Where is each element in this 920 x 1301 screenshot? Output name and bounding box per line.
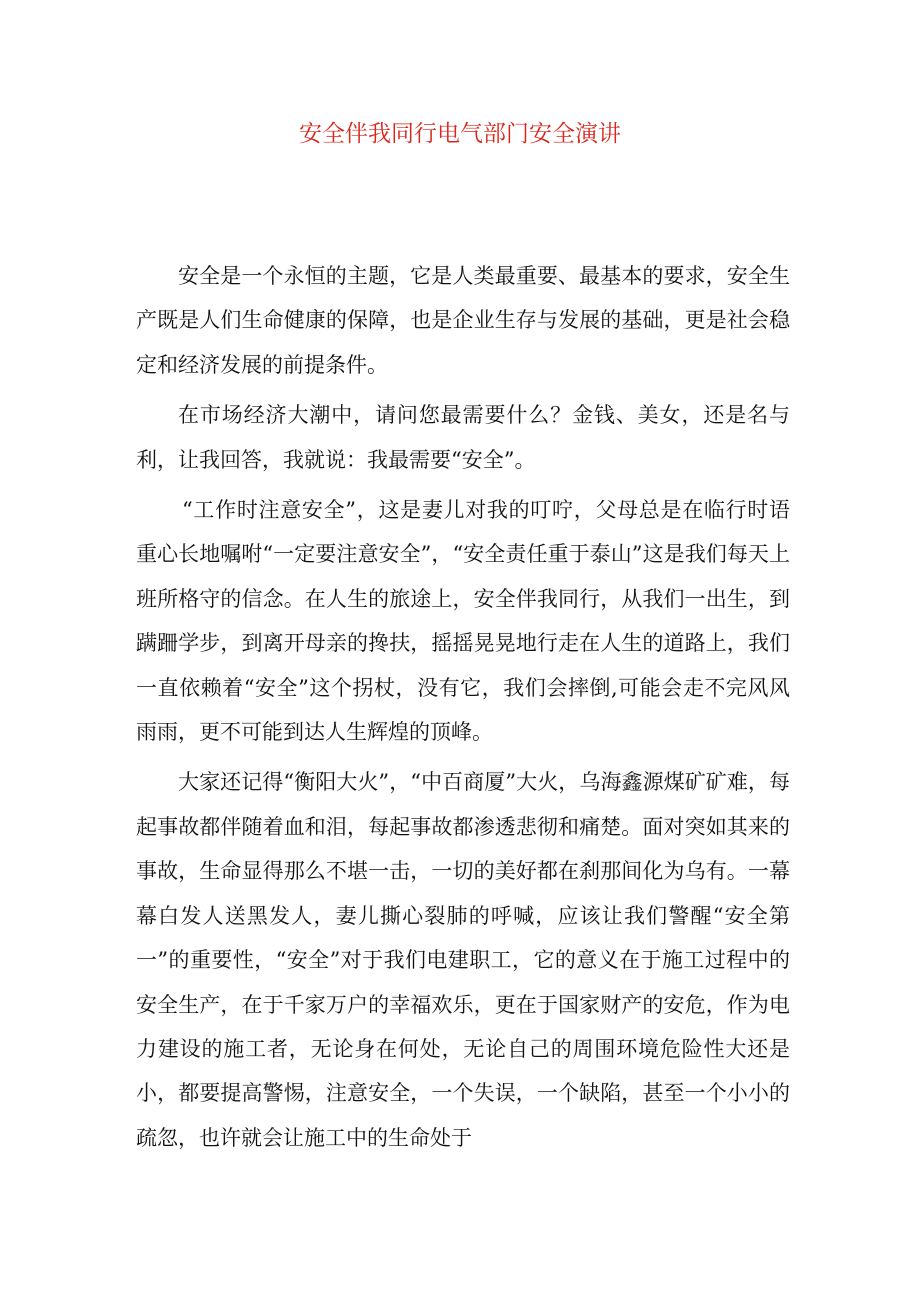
document-title: 安全伴我同行电气部门安全演讲 [299, 121, 621, 147]
paragraph-3: “工作时注意安全”，这是妻儿对我的叮咛，父母总是在临行时语重心长地嘱咐“一定要注意安全”，“安全责任重于泰山”这是我们每天上班所格守的信念。在人生的旅途上，安全伴我同行，从我们一出生，到蹒跚学步，到离开母亲的搀扶，摇摇晃晃地行走在人生的道路上，我们一直依赖着“安全”这个拐杖，没有它，我们会摔倒,可能会走不完风风雨雨，更不可能到达人生辉煌的顶峰。 [136, 498, 790, 745]
paragraph-4: 大家还记得“衡阳大火”，“中百商厦”大火，乌海鑫源煤矿矿难，每起事故都伴随着血和泪，每起事故都渗透悲彻和痛楚。面对突如其来的事故，生命显得那么不堪一击，一切的美好都在刹那间化为乌有。一幕幕白发人送黑发人，妻儿撕心裂肺的呼喊，应该让我们警醒“安全第一”的重要性，“安全”对于我们电建职工，它的意义在于施工过程中的安全生产，在于千家万户的幸福欢乐，更在于国家财产的安危，作为电力建设的施工者，无论身在何处，无论自己的周围环境危险性大还是小，都要提高警惕，注意安全，一个失误，一个缺陷，甚至一个小小的疏忽，也许就会让施工中的生命处于 [136, 770, 790, 1150]
paragraph-1: 安全是一个永恒的主题，它是人类最重要、最基本的要求，安全生产既是人们生命健康的保障，也是企业生存与发展的基础，更是社会稳定和经济发展的前提条件。 [136, 264, 790, 377]
paragraph-2: 在市场经济大潮中，请问您最需要什么？金钱、美女，还是名与利，让我回答，我就说：我最需要“安全”。 [136, 403, 790, 472]
document-body [136, 254, 790, 1166]
